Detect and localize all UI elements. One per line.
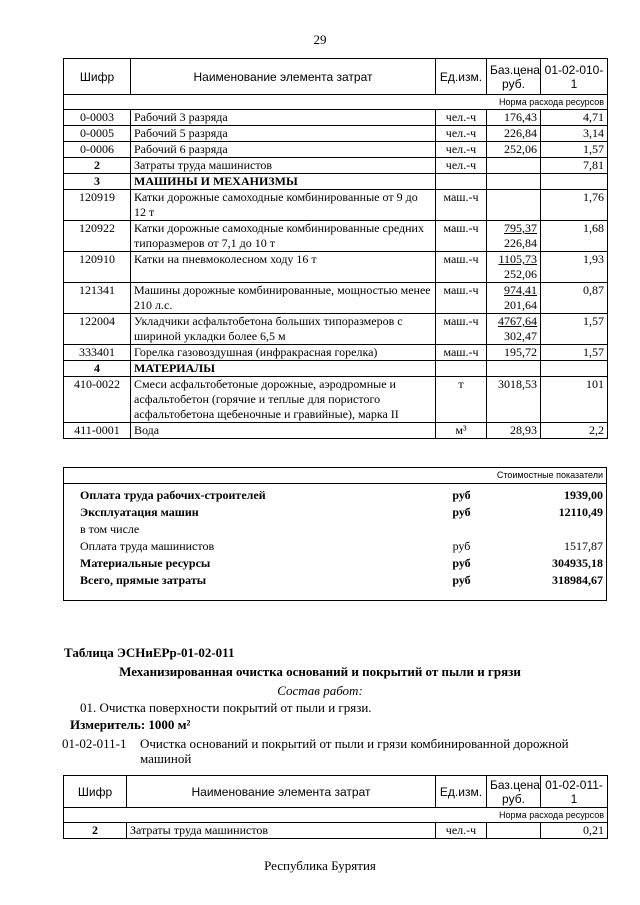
- price-value: 176,43: [504, 110, 537, 124]
- footer-region: Республика Бурятия: [264, 858, 376, 873]
- header-price: Баз.цена руб.: [487, 776, 541, 808]
- resource-table-1: [63, 58, 608, 439]
- cell-code: 120919: [64, 190, 131, 221]
- cell-price: [487, 345, 541, 361]
- summary-unit: руб: [452, 556, 471, 570]
- table-row: [64, 190, 608, 221]
- cell-name: Катки дорожные самоходные комбинированные от 9 до 12 т: [131, 190, 436, 221]
- cell-price: [487, 423, 541, 439]
- cell-value: 0,21: [541, 823, 608, 839]
- table-row: [64, 314, 608, 345]
- header-code: Шифр: [64, 59, 131, 95]
- summary-value: 1517,87: [564, 539, 603, 553]
- price-value-secondary: 302,47: [504, 329, 537, 343]
- summary-empty: [487, 572, 541, 589]
- summary-empty: [487, 521, 541, 538]
- price-value: 226,84: [504, 126, 537, 140]
- cell-price: [487, 110, 541, 126]
- table-row: [64, 345, 608, 361]
- table2-name: Механизированная очистка оснований и покрытий от пыли и грязи: [119, 664, 521, 679]
- table-row: [64, 823, 608, 839]
- table-row: [64, 126, 608, 142]
- cell-unit: чел.-ч: [436, 823, 487, 839]
- cell-value: 1,57: [541, 314, 608, 345]
- price-value-secondary: 252,06: [504, 267, 537, 281]
- cell-value: [541, 174, 608, 190]
- price-value: 28,93: [510, 423, 537, 437]
- summary-label: Эксплуатация машин: [80, 505, 199, 519]
- header-norm-id: 01-02-011-1: [541, 776, 608, 808]
- price-value: 4767,64: [498, 314, 537, 328]
- cell-code: 410-0022: [64, 377, 131, 423]
- table2-izmeritel: Измеритель: 1000 м²: [70, 717, 191, 732]
- summary-unit: руб: [452, 505, 471, 519]
- cell-value: 1,93: [541, 252, 608, 283]
- header-name: Наименование элемента затрат: [127, 776, 436, 808]
- cost-summary: [63, 467, 607, 601]
- norma-label: Норма расхода ресурсов: [64, 808, 608, 823]
- summary-label: Всего, прямые затраты: [80, 573, 207, 587]
- summary-label: в том числе: [80, 522, 140, 536]
- cell-code: 3: [64, 174, 131, 190]
- cell-value: 1,57: [541, 142, 608, 158]
- cell-price: [487, 174, 541, 190]
- summary-unit: руб: [452, 539, 471, 553]
- cost-label: Стоимостные показатели: [64, 468, 606, 484]
- cell-unit: маш.-ч: [436, 252, 487, 283]
- cell-unit: чел.-ч: [436, 142, 487, 158]
- cell-value: 2,2: [541, 423, 608, 439]
- cell-price: [487, 190, 541, 221]
- cell-unit: м³: [436, 423, 487, 439]
- cell-name: Горелка газовоздушная (инфракрасная горелка): [131, 345, 436, 361]
- cell-unit: [436, 361, 487, 377]
- cell-name: Смеси асфальтобетоные дорожные, аэродромные и асфальтобетон (горячие и теплые для пористого асфальтобетона щебеночные и гравийные), марка II: [131, 377, 436, 423]
- cell-name: Рабочий 6 разряда: [131, 142, 436, 158]
- cell-unit: т: [436, 377, 487, 423]
- cell-value: 1,68: [541, 221, 608, 252]
- table2-code: 01-02-011-1: [62, 736, 127, 751]
- table-row: [64, 377, 608, 423]
- table-row: [64, 110, 608, 126]
- cell-code: 120922: [64, 221, 131, 252]
- cell-code: 120910: [64, 252, 131, 283]
- cell-name: МАШИНЫ И МЕХАНИЗМЫ: [131, 174, 436, 190]
- cell-value: 101: [541, 377, 608, 423]
- cell-unit: маш.-ч: [436, 283, 487, 314]
- cell-name: Затраты труда машинистов: [127, 823, 436, 839]
- cell-unit: чел.-ч: [436, 110, 487, 126]
- cell-value: 1,57: [541, 345, 608, 361]
- summary-unit: руб: [452, 573, 471, 587]
- cell-price: [487, 377, 541, 423]
- cell-price: [487, 823, 541, 839]
- summary-row: [64, 538, 606, 555]
- cell-code: 333401: [64, 345, 131, 361]
- cell-value: 7,81: [541, 158, 608, 174]
- table-row: [64, 158, 608, 174]
- price-value: 1105,73: [498, 252, 537, 266]
- cell-unit: чел.-ч: [436, 126, 487, 142]
- table-row: [64, 252, 608, 283]
- table2-sostav: Состав работ:: [277, 683, 363, 698]
- cell-code: 0-0005: [64, 126, 131, 142]
- summary-unit: [436, 521, 487, 538]
- summary-row: [64, 487, 606, 504]
- table2-title: Таблица ЭСНиЕРр-01-02-011: [64, 645, 235, 660]
- summary-empty: [487, 555, 541, 572]
- cell-price: [487, 142, 541, 158]
- cell-name: Затраты труда машинистов: [131, 158, 436, 174]
- cell-value: 3,14: [541, 126, 608, 142]
- summary-empty: [487, 538, 541, 555]
- price-value: 3018,53: [498, 377, 537, 391]
- cell-price: [487, 361, 541, 377]
- price-value-secondary: 226,84: [504, 236, 537, 250]
- summary-row: [64, 555, 606, 572]
- table2-description: Очистка оснований и покрытий от пыли и грязи комбинированной дорожной машиной: [140, 736, 569, 766]
- table-row: [64, 283, 608, 314]
- cell-unit: маш.-ч: [436, 221, 487, 252]
- summary-row: [64, 521, 606, 538]
- cell-value: 4,71: [541, 110, 608, 126]
- cell-price: [487, 126, 541, 142]
- summary-unit: руб: [452, 488, 471, 502]
- price-value: 252,06: [504, 142, 537, 156]
- cell-name: Укладчики асфальтобетона больших типоразмеров с шириной укладки более 6,5 м: [131, 314, 436, 345]
- cell-name: Катки дорожные самоходные комбинированные средних типоразмеров от 7,1 до 10 т: [131, 221, 436, 252]
- norma-label: Норма расхода ресурсов: [64, 95, 608, 110]
- table-row: [64, 423, 608, 439]
- cell-price: [487, 314, 541, 345]
- cell-price: [487, 252, 541, 283]
- summary-row: [64, 572, 606, 589]
- summary-label: Оплата труда рабочих-строителей: [80, 488, 266, 502]
- table-row: [64, 174, 608, 190]
- cell-unit: маш.-ч: [436, 314, 487, 345]
- summary-value: 304935,18: [552, 556, 603, 570]
- cell-unit: маш.-ч: [436, 345, 487, 361]
- resource-table-2: [63, 775, 608, 839]
- cell-unit: чел.-ч: [436, 158, 487, 174]
- header-unit: Ед.изм.: [436, 776, 487, 808]
- cell-code: 411-0001: [64, 423, 131, 439]
- cell-value: 1,76: [541, 190, 608, 221]
- page-number: 29: [313, 32, 327, 47]
- summary-label: Оплата труда машинистов: [80, 539, 215, 553]
- header-name: Наименование элемента затрат: [131, 59, 436, 95]
- cell-unit: [436, 174, 487, 190]
- summary-value: 12110,49: [558, 505, 603, 519]
- header-unit: Ед.изм.: [436, 59, 487, 95]
- cell-price: [487, 283, 541, 314]
- cell-price: [487, 221, 541, 252]
- cell-name: Вода: [131, 423, 436, 439]
- summary-value: 318984,67: [552, 573, 603, 587]
- summary-empty: [487, 504, 541, 521]
- table-row: [64, 142, 608, 158]
- cell-code: 0-0003: [64, 110, 131, 126]
- price-value: 795,37: [504, 221, 537, 235]
- summary-value: 1939,00: [564, 488, 603, 502]
- price-value-secondary: 201,64: [504, 298, 537, 312]
- cell-name: Рабочий 3 разряда: [131, 110, 436, 126]
- cell-code: 121341: [64, 283, 131, 314]
- cell-unit: маш.-ч: [436, 190, 487, 221]
- summary-empty: [487, 487, 541, 504]
- table-row: [64, 221, 608, 252]
- cell-code: 0-0006: [64, 142, 131, 158]
- cell-value: [541, 361, 608, 377]
- cell-value: 0,87: [541, 283, 608, 314]
- cell-name: Машины дорожные комбинированные, мощностью менее 210 л.с.: [131, 283, 436, 314]
- cell-name: МАТЕРИАЛЫ: [131, 361, 436, 377]
- price-value: 974,41: [504, 283, 537, 297]
- price-value: 195,72: [504, 345, 537, 359]
- header-price: Баз.цена руб.: [487, 59, 541, 95]
- cell-price: [487, 158, 541, 174]
- cell-code: 2: [64, 158, 131, 174]
- cell-code: 4: [64, 361, 131, 377]
- header-norm-id: 01-02-010-1: [541, 59, 608, 95]
- summary-value: [541, 521, 606, 538]
- cell-name: Рабочий 5 разряда: [131, 126, 436, 142]
- summary-label: Материальные ресурсы: [80, 556, 211, 570]
- header-code: Шифр: [64, 776, 127, 808]
- cell-name: Катки на пневмоколесном ходу 16 т: [131, 252, 436, 283]
- cell-code: 122004: [64, 314, 131, 345]
- summary-row: [64, 504, 606, 521]
- cell-code: 2: [64, 823, 127, 839]
- table2-operation: 01. Очистка поверхности покрытий от пыли и грязи.: [80, 700, 372, 715]
- table-row: [64, 361, 608, 377]
